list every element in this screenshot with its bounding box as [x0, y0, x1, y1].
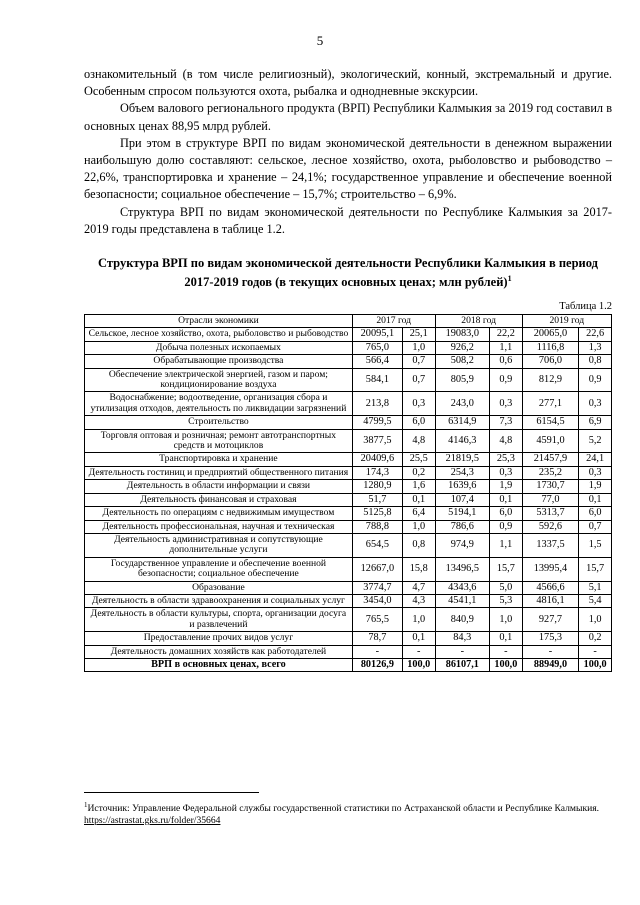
value-cell: 0,9	[579, 368, 612, 392]
value-cell: 805,9	[435, 368, 489, 392]
value-cell: 15,8	[402, 557, 435, 581]
value-cell: 5125,8	[352, 507, 402, 520]
value-cell: 235,2	[522, 466, 579, 479]
value-cell: 6314,9	[435, 416, 489, 429]
value-cell: 5313,7	[522, 507, 579, 520]
industry-cell: Строительство	[85, 416, 353, 429]
industry-cell: Деятельность по операциям с недвижимым имуществом	[85, 507, 353, 520]
value-cell: 7,3	[490, 416, 523, 429]
source-link[interactable]: https://astrastat.gks.ru/folder/35664	[84, 815, 221, 827]
value-cell: 6,9	[579, 416, 612, 429]
value-cell: 86107,1	[435, 658, 489, 671]
industry-cell: Торговля оптовая и розничная; ремонт автотранспортных средств и мотоциклов	[85, 429, 353, 453]
industry-cell: Деятельность гостиниц и предприятий общественного питания	[85, 466, 353, 479]
table-row	[85, 533, 612, 557]
value-cell: -	[402, 645, 435, 658]
value-cell: 22,2	[490, 328, 523, 341]
value-cell: 765,0	[352, 341, 402, 354]
value-cell: 654,5	[352, 533, 402, 557]
value-cell: 77,0	[522, 493, 579, 506]
industry-cell: Деятельность финансовая и страховая	[85, 493, 353, 506]
table-row	[85, 632, 612, 645]
value-cell: 0,1	[579, 493, 612, 506]
value-cell: 243,0	[435, 392, 489, 416]
table-row	[85, 557, 612, 581]
industry-cell: Деятельность домашних хозяйств как работодателей	[85, 645, 353, 658]
value-cell: -	[522, 645, 579, 658]
table-row	[85, 328, 612, 341]
table-row	[85, 453, 612, 466]
value-cell: -	[352, 645, 402, 658]
value-cell: 12667,0	[352, 557, 402, 581]
industry-cell: Транспортировка и хранение	[85, 453, 353, 466]
value-cell: 927,7	[522, 608, 579, 632]
table-caption	[84, 255, 612, 290]
value-cell: 1,0	[490, 608, 523, 632]
paragraph: ознакомительный (в том числе религиозный), экологический, конный, экстремальный и другие. Особенным спросом пользуются охота, рыбалка и однодневные экскурсии.	[84, 67, 612, 99]
value-cell: 0,8	[579, 355, 612, 368]
value-cell: 974,9	[435, 533, 489, 557]
value-cell: 13496,5	[435, 557, 489, 581]
value-cell: 1,9	[490, 480, 523, 493]
value-cell: 175,3	[522, 632, 579, 645]
value-cell: 1,3	[579, 341, 612, 354]
value-cell: 15,7	[579, 557, 612, 581]
value-cell: 1,9	[579, 480, 612, 493]
page-number: 5	[316, 33, 324, 48]
value-cell: 1116,8	[522, 341, 579, 354]
value-cell: 15,7	[490, 557, 523, 581]
value-cell: 21819,5	[435, 453, 489, 466]
value-cell: -	[579, 645, 612, 658]
value-cell: 584,1	[352, 368, 402, 392]
table-header-row	[85, 315, 612, 328]
value-cell: 1,1	[490, 533, 523, 557]
value-cell: 0,8	[402, 533, 435, 557]
value-cell: -	[435, 645, 489, 658]
value-cell: 88949,0	[522, 658, 579, 671]
value-cell: 107,4	[435, 493, 489, 506]
footnote	[84, 799, 612, 827]
value-cell: 812,9	[522, 368, 579, 392]
value-cell: 1,0	[402, 520, 435, 533]
value-cell: 3454,0	[352, 594, 402, 607]
paragraph: При этом в структуре ВРП по видам экономической деятельности в денежном выражении наибольшую долю составляют: сельское, лесное хозяйство, охота, рыболовство и рыбоводство – 22,6%, транспортировка и хранение – 24,1%; государственное управление и обеспечение военной безопасности; социальное обеспечение – 15,7%; строительство – 6,9%.	[84, 135, 612, 202]
table-row	[85, 645, 612, 658]
value-cell: 786,6	[435, 520, 489, 533]
value-cell: 4,8	[402, 429, 435, 453]
table-row	[85, 466, 612, 479]
value-cell: 100,0	[402, 658, 435, 671]
footnote-text: Источник: Управление Федеральной службы государственной статистики по Астраханской области и Республике Калмыкия.	[87, 803, 600, 815]
table-row	[85, 355, 612, 368]
value-cell: 1,0	[402, 608, 435, 632]
footnote-mark: 1	[507, 274, 512, 283]
table-body	[85, 328, 612, 672]
value-cell: 1337,5	[522, 533, 579, 557]
table-row	[85, 416, 612, 429]
value-cell: 6,0	[490, 507, 523, 520]
value-cell: 277,1	[522, 392, 579, 416]
value-cell: 5,1	[579, 581, 612, 594]
table-row	[85, 507, 612, 520]
value-cell: 508,2	[435, 355, 489, 368]
table-row	[85, 429, 612, 453]
industry-cell: Деятельность в области информации и связи	[85, 480, 353, 493]
value-cell: 22,6	[579, 328, 612, 341]
table-total-row	[85, 658, 612, 671]
value-cell: 254,3	[435, 466, 489, 479]
value-cell: 4,7	[402, 581, 435, 594]
value-cell: 5,2	[579, 429, 612, 453]
value-cell: 3877,5	[352, 429, 402, 453]
value-cell: 51,7	[352, 493, 402, 506]
value-cell: 788,8	[352, 520, 402, 533]
table-label: Таблица 1.2	[559, 301, 612, 312]
table-row	[85, 480, 612, 493]
value-cell: 1,6	[402, 480, 435, 493]
table-row	[85, 608, 612, 632]
value-cell: 25,3	[490, 453, 523, 466]
value-cell: 4343,6	[435, 581, 489, 594]
value-cell: 6154,5	[522, 416, 579, 429]
industry-cell: Предоставление прочих видов услуг	[85, 632, 353, 645]
value-cell: 213,8	[352, 392, 402, 416]
value-cell: 0,9	[490, 520, 523, 533]
value-cell: 0,1	[490, 493, 523, 506]
industry-cell: Деятельность профессиональная, научная и техническая	[85, 520, 353, 533]
value-cell: 20065,0	[522, 328, 579, 341]
value-cell: 0,3	[579, 392, 612, 416]
value-cell: 21457,9	[522, 453, 579, 466]
value-cell: 1730,7	[522, 480, 579, 493]
value-cell: 765,5	[352, 608, 402, 632]
value-cell: 4591,0	[522, 429, 579, 453]
value-cell: 1,0	[402, 341, 435, 354]
industry-cell: Обрабатывающие производства	[85, 355, 353, 368]
value-cell: 6,0	[579, 507, 612, 520]
value-cell: 1,1	[490, 341, 523, 354]
value-cell: 4541,1	[435, 594, 489, 607]
value-cell: 1639,6	[435, 480, 489, 493]
header-cell: 2018 год	[435, 315, 522, 328]
value-cell: 6,4	[402, 507, 435, 520]
value-cell: 0,2	[579, 632, 612, 645]
value-cell: 4799,5	[352, 416, 402, 429]
value-cell: 84,3	[435, 632, 489, 645]
table-row	[85, 392, 612, 416]
value-cell: 1280,9	[352, 480, 402, 493]
value-cell: 0,3	[490, 392, 523, 416]
value-cell: 6,0	[402, 416, 435, 429]
value-cell: 19083,0	[435, 328, 489, 341]
value-cell: 0,2	[402, 466, 435, 479]
body-text	[84, 66, 612, 238]
value-cell: 4,8	[490, 429, 523, 453]
value-cell: 5194,1	[435, 507, 489, 520]
value-cell: 4566,6	[522, 581, 579, 594]
value-cell: 5,0	[490, 581, 523, 594]
value-cell: 78,7	[352, 632, 402, 645]
value-cell: 0,3	[490, 466, 523, 479]
value-cell: 4146,3	[435, 429, 489, 453]
header-cell: Отрасли экономики	[85, 315, 353, 328]
value-cell: 0,3	[579, 466, 612, 479]
value-cell: 0,9	[490, 368, 523, 392]
value-cell: 706,0	[522, 355, 579, 368]
value-cell: 4816,1	[522, 594, 579, 607]
value-cell: 0,7	[402, 368, 435, 392]
industry-cell: Образование	[85, 581, 353, 594]
industry-cell: Добыча полезных ископаемых	[85, 341, 353, 354]
paragraph: Структура ВРП по видам экономической деятельности по Республике Калмыкия за 2017-2019 годы представлена в таблице 1.2.	[84, 204, 612, 236]
value-cell: 80126,9	[352, 658, 402, 671]
industry-cell: Сельское, лесное хозяйство, охота, рыболовство и рыбоводство	[85, 328, 353, 341]
value-cell: 840,9	[435, 608, 489, 632]
value-cell: 100,0	[579, 658, 612, 671]
value-cell: 20409,6	[352, 453, 402, 466]
caption-text: Структура ВРП по видам экономической деятельности Республики Калмыкия в период 2017-2019 годов (в текущих основных ценах; млн рублей)	[98, 256, 598, 290]
table-row	[85, 581, 612, 594]
value-cell: 0,3	[402, 392, 435, 416]
table-row	[85, 594, 612, 607]
value-cell: 0,7	[402, 355, 435, 368]
value-cell: 0,1	[490, 632, 523, 645]
value-cell: 25,1	[402, 328, 435, 341]
value-cell: 0,6	[490, 355, 523, 368]
value-cell: 1,0	[579, 608, 612, 632]
industry-cell: Деятельность в области культуры, спорта, организации досуга и развлечений	[85, 608, 353, 632]
value-cell: 1,5	[579, 533, 612, 557]
footnote-mark: 1	[84, 801, 88, 809]
value-cell: 0,1	[402, 493, 435, 506]
value-cell: 24,1	[579, 453, 612, 466]
industry-cell: Обеспечение электрической энергией, газом и паром; кондиционирование воздуха	[85, 368, 353, 392]
footnote-separator	[84, 792, 259, 793]
table-row	[85, 341, 612, 354]
value-cell: 3774,7	[352, 581, 402, 594]
value-cell: 5,3	[490, 594, 523, 607]
value-cell: 0,7	[579, 520, 612, 533]
value-cell: 926,2	[435, 341, 489, 354]
value-cell: 0,1	[402, 632, 435, 645]
value-cell: 5,4	[579, 594, 612, 607]
paragraph: Объем валового регионального продукта (ВРП) Республики Калмыкия за 2019 год составил в основных ценах 88,95 млрд рублей.	[84, 101, 612, 133]
industry-cell: Государственное управление и обеспечение военной безопасности; социальное обеспечение	[85, 557, 353, 581]
industry-cell: Деятельность административная и сопутствующие дополнительные услуги	[85, 533, 353, 557]
value-cell: 174,3	[352, 466, 402, 479]
value-cell: 4,3	[402, 594, 435, 607]
value-cell: -	[490, 645, 523, 658]
table-row	[85, 520, 612, 533]
header-cell: 2017 год	[352, 315, 435, 328]
industry-cell: ВРП в основных ценах, всего	[85, 658, 353, 671]
industry-cell: Деятельность в области здравоохранения и социальных услуг	[85, 594, 353, 607]
value-cell: 25,5	[402, 453, 435, 466]
value-cell: 100,0	[490, 658, 523, 671]
value-cell: 20095,1	[352, 328, 402, 341]
value-cell: 566,4	[352, 355, 402, 368]
value-cell: 592,6	[522, 520, 579, 533]
grp-structure-table	[84, 314, 612, 672]
table-row	[85, 493, 612, 506]
value-cell: 13995,4	[522, 557, 579, 581]
table-row	[85, 368, 612, 392]
header-cell: 2019 год	[522, 315, 611, 328]
industry-cell: Водоснабжение; водоотведение, организация сбора и утилизация отходов, деятельность по ликвидации загрязнений	[85, 392, 353, 416]
